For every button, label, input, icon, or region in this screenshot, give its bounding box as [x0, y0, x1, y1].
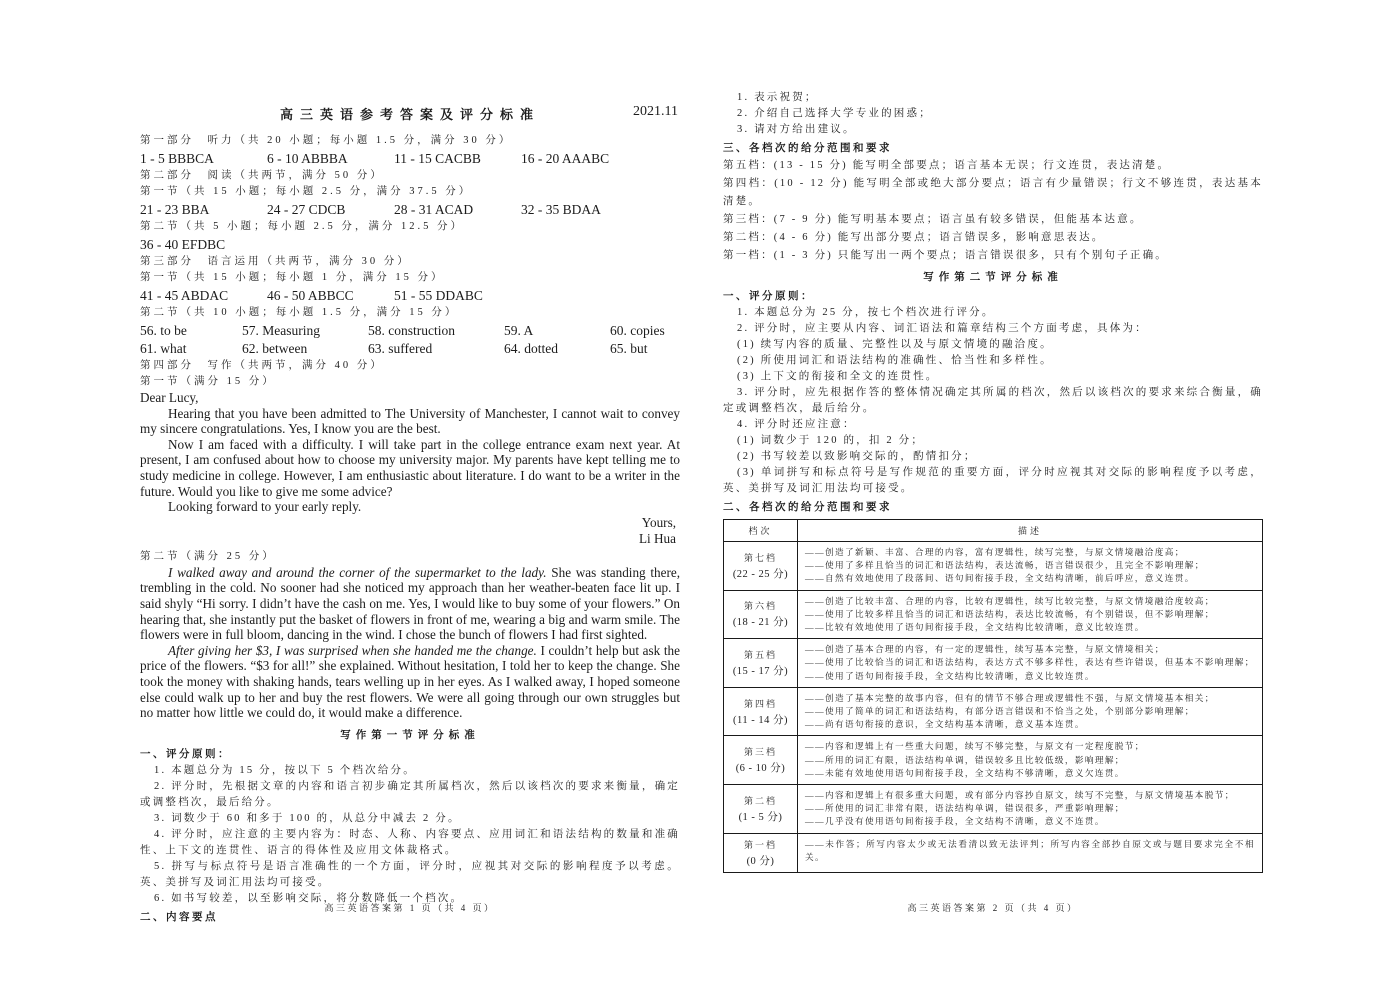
- answer-group: 11 - 15 CACBB: [394, 151, 481, 166]
- band-description-line: ——使用了比较多样且恰当的词汇和语法结构，表达比较流畅，有个别错误，但不影响理解；: [805, 608, 1215, 619]
- grade-band-row: [724, 736, 1262, 785]
- grade-band-row: [724, 834, 1262, 872]
- band-description-line: ——创造了新颖、丰富、合理的内容，富有逻辑性，续写完整，与原文情境融洽度高；: [805, 547, 1185, 557]
- band-grade-cell: [724, 542, 798, 590]
- continuation-paragraph-1: [140, 565, 680, 643]
- band-description-line: ——使用了比较恰当的词汇和语法结构，表达方式不够多样性，表达有些许错误，但基本不影响理解；: [805, 657, 1255, 668]
- band-label: 第三档: [743, 747, 777, 758]
- band-description-line: ——未作答；所写内容太少或无法看清以致无法评判；所写内容全部抄自原文或与题目要求完全不相关。: [805, 838, 1255, 862]
- rubric1-principle-item: 6. 如书写较差，以至影响交际，将分数降低一个档次。: [154, 892, 464, 904]
- rubric1-principles-list: [140, 763, 680, 907]
- band-label: 第五档: [743, 650, 777, 661]
- band-label: 第二档: [743, 795, 777, 806]
- band-description-line: ——使用了多样且恰当的词汇和语法结构，表达流畅，语言错误很少，且完全不影响理解；: [805, 560, 1205, 571]
- band-grade-cell: [724, 785, 798, 833]
- continuation-para2-lead: After giving her $3, I was surprised when she handed me the change.: [168, 642, 537, 658]
- band-description-line: ——创造了比较丰富、合理的内容，比较有逻辑性，续写比较完整，与原文情境融洽度较高；: [805, 595, 1215, 606]
- band-points: (15 - 17 分): [732, 666, 789, 678]
- rubric1-band-line: 第三档：(7 - 9 分) 能写明基本要点；语言虽有较多错误，但能基本达意。: [723, 214, 1143, 225]
- band-label: 第四档: [743, 698, 777, 709]
- band-label: 第七档: [743, 552, 777, 563]
- rubric2-table-heading: 二、各档次的给分范围和要求: [723, 502, 892, 513]
- answer-fill: 59. A: [504, 323, 534, 338]
- rubric1-title: 写作第一节评分标准: [340, 729, 480, 741]
- answer-fill: 63. suffered: [368, 341, 433, 356]
- band-grade-cell: [724, 736, 798, 784]
- answer-fill: 60. copies: [610, 323, 665, 338]
- rubric1-principle-item: 4. 评分时，应注意的主要内容为：时态、人称、内容要点、应用词汇和语法结构的数量和准确性、上下文的连贯性、语言的得体性及应用文体裁格式。: [140, 828, 680, 856]
- rubric2-principle-item: (1) 续写内容的质量、完整性以及与原文情境的融洽度。: [737, 339, 1053, 350]
- continuation-para1-lead: I walked away and around the corner of the supermarket to the lady.: [168, 564, 547, 580]
- band-grade-cell: [724, 591, 798, 639]
- band-label: 第六档: [743, 601, 777, 612]
- band-points: (0 分): [746, 855, 775, 867]
- band-description-line: ——所用的词汇有限，语法结构单调，错误较多且比较低级，影响理解；: [805, 754, 1125, 765]
- part3-header: 第三部分 语言运用（共两节，满分 30 分）: [140, 256, 411, 267]
- answer-group: 36 - 40 EFDBC: [140, 237, 226, 252]
- band-grade-cell: [724, 639, 798, 687]
- rubric1-band-line: 第二档：(4 - 6 分) 能写出部分要点；语言错误多，影响意思表达。: [723, 232, 1105, 243]
- page-2-column: [723, 0, 1263, 873]
- part3-section2-answer-row-2: [140, 340, 680, 357]
- letter-signoff: Yours,: [641, 514, 676, 530]
- grade-band-row: [724, 688, 1262, 737]
- part2-section1-header: 第一节（共 15 小题；每小题 2.5 分，满分 37.5 分）: [140, 186, 473, 197]
- band-description-cell: [798, 542, 1262, 590]
- rubric2-principle-item: 3. 评分时，应先根据作答的整体情况确定其所属的档次，然后以该档次的要求来综合衡量，确定或调整档次，最后给分。: [723, 387, 1263, 414]
- rubric2-principle-item: (3) 上下文的衔接和全文的连贯性。: [737, 371, 939, 382]
- rubric2-principle-item: (1) 词数少于 120 的，扣 2 分；: [737, 435, 925, 446]
- rubric1-principle-item: 3. 词数少于 60 和多于 100 的，从总分中减去 2 分。: [154, 812, 461, 824]
- answer-group: 41 - 45 ABDAC: [140, 288, 229, 303]
- answer-fill: 56. to be: [140, 323, 187, 338]
- band-description-line: ——使用了简单的词汇和语法结构，有部分语言错误和不恰当之处，个别部分影响理解；: [805, 706, 1195, 717]
- answer-group: 46 - 50 ABBCC: [267, 288, 354, 303]
- document-title: 高三英语参考答案及评分标准: [279, 107, 540, 122]
- band-description-cell: [798, 639, 1262, 687]
- rubric1-content-points-heading: 二、内容要点: [140, 911, 218, 923]
- letter-paragraph-1: Hearing that you have been admitted to The University of Manchester, I cannot wait to convey my sincere congratulations. Yes, I know you are the best.: [140, 405, 680, 437]
- part3-section1-header: 第一节（共 15 小题；每小题 1 分，满分 15 分）: [140, 272, 445, 283]
- band-description-line: ——使用了语句间衔接手段，全文结构比较清晰，意义比较连贯。: [805, 670, 1095, 681]
- part1-header: 第一部分 听力（共 20 小题；每小题 1.5 分，满分 30 分）: [140, 135, 513, 146]
- band-points: (1 - 5 分): [738, 811, 783, 823]
- table-header-description: 描述: [1017, 526, 1042, 536]
- document-header: [140, 104, 680, 123]
- page-1-column: [140, 0, 680, 926]
- continuation-para1-body: She was standing there, trembling in the cold. No sooner had she noticed my approach than her weather-beaten face lit up. I said shyly “Hi sorry. I didn’t have the cash on me. Yes, I would like to buy some of your flowers.” On hearing that, she instantly put the basket of flowers in front of me, wearing a big and warm smile. The flowers were in full bloom, dancing in the wind. I chose the bunch of flowers I had first sighted.: [140, 564, 680, 643]
- continuation-section-header: 第二节（满分 25 分）: [140, 550, 276, 562]
- band-description-line: ——创造了基本完整的故事内容，但有的情节不够合理或逻辑性不强，与原文情境基本相关；: [805, 692, 1215, 703]
- answer-fill: 58. construction: [368, 323, 455, 338]
- rubric1-principles-heading: 一、评分原则：: [140, 748, 231, 760]
- rubric2-principle-item: 2. 评分时，应主要从内容、词汇语法和篇章结构三个方面考虑，具体为：: [737, 323, 1148, 334]
- grade-band-row: [724, 639, 1262, 688]
- band-description-line: ——创造了基本合理的内容，有一定的逻辑性，续写基本完整，与原文情境相关；: [805, 644, 1165, 655]
- band-description-line: ——自然有效地使用了段落间、语句间衔接手段，全文结构清晰，前后呼应，意义连贯。: [805, 573, 1195, 584]
- band-description-line: ——比较有效地使用了语句间衔接手段，全文结构比较清晰，意义比较连贯。: [805, 622, 1145, 633]
- part2-header: 第二部分 阅读（共两节，满分 50 分）: [140, 170, 384, 181]
- answer-fill: 61. what: [140, 341, 187, 356]
- rubric2-principles-heading: 一、评分原则：: [723, 291, 814, 302]
- rubric1-band-line: 第四档：(10 - 12 分) 能写明全部或绝大部分要点；语言有少量错误；行文不够连贯，表达基本清楚。: [723, 178, 1263, 207]
- band-points: (18 - 21 分): [732, 617, 789, 629]
- rubric1-bands-heading: 三、各档次的给分范围和要求: [723, 143, 892, 154]
- answer-group: 6 - 10 ABBBA: [267, 151, 348, 166]
- rubric2-principle-item: (2) 所使用词汇和语法结构的准确性、恰当性和多样性。: [737, 355, 1053, 366]
- band-description-cell: [798, 688, 1262, 736]
- rubric2-principles-list: [723, 305, 1263, 497]
- band-description-line: ——几乎没有使用语句间衔接手段，全文结构不清晰，意义不连贯。: [805, 816, 1105, 827]
- rubric2-grading-table: [723, 519, 1263, 873]
- part1-answer-row: [140, 150, 680, 167]
- letter-signature: Li Hua: [639, 530, 676, 546]
- answer-fill: 62. between: [242, 341, 308, 356]
- answer-group: 24 - 27 CDCB: [267, 202, 346, 217]
- part4-section1-header: 第一节（满分 15 分）: [140, 376, 276, 387]
- band-description-line: ——内容和逻辑上有一些重大问题，续写不够完整，与原文有一定程度脱节；: [805, 741, 1145, 752]
- band-description-cell: [798, 785, 1262, 833]
- rubric2-table-header-row: [724, 520, 1262, 542]
- answer-group: 28 - 31 ACAD: [394, 202, 474, 217]
- rubric2-principle-item: 4. 评分时还应注意：: [737, 419, 856, 430]
- grade-band-row: [724, 785, 1262, 834]
- band-description-line: ——尚有语句衔接的意识，全文结构基本清晰，意义基本连贯。: [805, 719, 1085, 730]
- part4-header: 第四部分 写作（共两节，满分 40 分）: [140, 360, 384, 371]
- band-description-cell: [798, 591, 1262, 639]
- band-points: (22 - 25 分): [732, 568, 789, 580]
- rubric1-content-points-list: [723, 90, 1263, 138]
- rubric2-principle-item: 1. 本题总分为 25 分，按七个档次进行评分。: [737, 307, 995, 318]
- band-points: (6 - 10 分): [735, 763, 786, 775]
- part3-section2-header: 第二节（共 10 小题；每小题 1.5 分，满分 15 分）: [140, 307, 459, 318]
- answer-group: 21 - 23 BBA: [140, 202, 210, 217]
- letter-paragraph-2: Now I am faced with a difficulty. I will take part in the college entrance exam next year. At present, I am confused about how to choose my university major. My parents have kept telling me to study medicine in college. However, I am enthusiastic about literature. I do want to be a writer in the future. Would you like to give me some advice?: [140, 436, 680, 499]
- band-label: 第一档: [743, 839, 777, 850]
- rubric2-title: 写作第二节评分标准: [923, 272, 1063, 283]
- answer-group: 51 - 55 DDABC: [394, 288, 483, 303]
- rubric1-principle-item: 5. 拼写与标点符号是语言准确性的一个方面，评分时，应视其对交际的影响程度予以考虑。英、美拼写及词汇用法均可接受。: [140, 860, 680, 888]
- band-points: (11 - 14 分): [733, 714, 788, 726]
- band-description-line: ——所使用的词汇非常有限，语法结构单调，错误很多，严重影响理解；: [805, 803, 1125, 814]
- page-1-footer: 高三英语答案第 1 页（共 4 页）: [324, 903, 496, 913]
- answer-group: 1 - 5 BBBCA: [140, 151, 214, 166]
- table-header-grade: 档次: [724, 520, 798, 541]
- rubric1-content-point-item: 1. 表示祝贺；: [737, 92, 818, 103]
- rubric1-content-point-item: 3. 请对方给出建议。: [737, 124, 856, 135]
- band-description-line: ——内容和逻辑上有很多重大问题，或有部分内容抄自原文，续写不完整，与原文情境基本脱节；: [805, 790, 1235, 801]
- rubric1-content-point-item: 2. 介绍自己选择大学专业的困惑；: [737, 108, 932, 119]
- letter-closing: Looking forward to your early reply.: [168, 499, 362, 515]
- document-date: 2021.11: [633, 104, 678, 119]
- answer-group: 16 - 20 AAABC: [521, 151, 610, 166]
- continuation-paragraph-2: [140, 643, 680, 721]
- answer-fill: 65. but: [610, 341, 648, 356]
- rubric1-principle-item: 2. 评分时，先根据文章的内容和语言初步确定其所属档次，然后以该档次的要求来衡量，确定或调整档次，最后给分。: [140, 780, 680, 808]
- grade-band-row: [724, 542, 1262, 591]
- part2-section2-header: 第二节（共 5 小题；每小题 2.5 分，满分 12.5 分）: [140, 221, 464, 232]
- rubric1-band-line: 第一档：(1 - 3 分) 只能写出一两个要点；语言错误很多，只有个别句子正确。: [723, 250, 1168, 261]
- band-description-line: ——未能有效地使用语句间衔接手段，全文结构不够清晰，意义欠连贯。: [805, 767, 1125, 778]
- grade-band-row: [724, 591, 1262, 640]
- part3-section1-answer-row: [140, 287, 680, 304]
- part3-section2-answer-row-1: [140, 322, 680, 339]
- page-2-footer: 高三英语答案第 2 页（共 4 页）: [907, 903, 1079, 913]
- band-grade-cell: [724, 834, 798, 872]
- rubric2-principle-item: (2) 书写较差以致影响交际的，酌情扣分；: [737, 451, 977, 462]
- part2-section1-answer-row: [140, 201, 680, 218]
- rubric1-bands-list: [723, 157, 1263, 265]
- part2-section2-answer-row: [140, 236, 680, 253]
- letter-salutation: Dear Lucy,: [140, 390, 199, 405]
- rubric2-principle-item: (3) 单词拼写和标点符号是写作规范的重要方面，评分时应视其对交际的影响程度予以考虑，英、美拼写及词汇用法均可接受。: [723, 467, 1263, 494]
- band-description-cell: [798, 834, 1262, 872]
- continuation-para2-body: I couldn’t help but ask the price of the flowers. “$3 for all!” she explained. Without hesitation, I told her to keep the change. She took the money with shaking hands, tears welling up in her eyes. As I walked away, I hoped someone else could walk up to her and buy the rest flowers. We were all going through our own struggles but no matter how little we could do, it would make a difference.: [140, 642, 680, 721]
- rubric1-principle-item: 1. 本题总分为 15 分，按以下 5 个档次给分。: [154, 764, 416, 776]
- band-grade-cell: [724, 688, 798, 736]
- answer-fill: 64. dotted: [504, 341, 558, 356]
- rubric1-band-line: 第五档：(13 - 15 分) 能写明全部要点；语言基本无误；行文连贯，表达清楚。: [723, 160, 1171, 171]
- band-description-cell: [798, 736, 1262, 784]
- answer-fill: 57. Measuring: [242, 323, 320, 338]
- answer-group: 32 - 35 BDAA: [521, 202, 601, 217]
